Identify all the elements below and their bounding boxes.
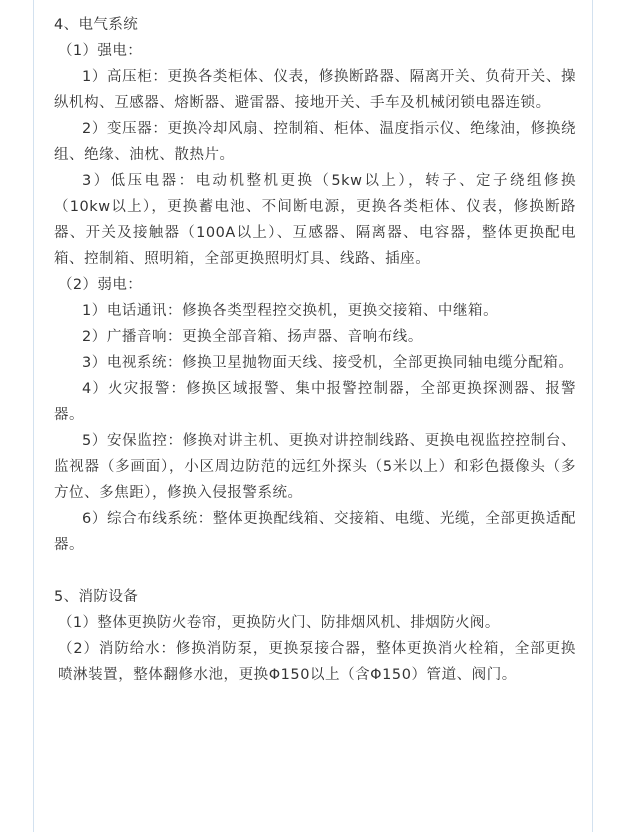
article-body — [54, 12, 576, 688]
paragraph-security-monitoring: 5）安保监控：修换对讲主机、更换对讲控制线路、更换电视监控控制台、监视器（多画面），小区周边防范的远红外探头（5米以上）和彩色摄像头（多方位、多焦距），修换入侵报警系统。 — [54, 433, 576, 501]
paragraph-broadcast: 2）广播音响：更换全部音箱、扬声器、音响布线。 — [82, 329, 423, 345]
section-title-electrical: 4、电气系统 — [54, 17, 139, 33]
paragraph-fire-alarm: 4）火灾报警：修换区域报警、集中报警控制器，全部更换探测器、报警器。 — [54, 381, 576, 423]
paragraph-tv-system: 3）电视系统：修换卫星抛物面天线、接受机，全部更换同轴电缆分配箱。 — [82, 355, 574, 371]
spacer — [54, 558, 576, 584]
section-title-fire-equipment: 5、消防设备 — [54, 589, 139, 605]
paragraph-high-voltage-cabinet: 1）高压柜：更换各类柜体、仪表，修换断路器、隔离开关、负荷开关、操纵机构、互感器、熔断器、避雷器、接地开关、手车及机械闭锁电器连锁。 — [54, 69, 576, 111]
paragraph-low-voltage-electrics: 3）低压电器：电动机整机更换（5kw以上），转子、定子绕组修换（10kw以上），更换蓄电池、不间断电源，更换各类柜体、仪表，修换断路器、开关及接触器（100A以上）、互感器、隔离器、电容器，整体更换配电箱、控制箱、照明箱，全部更换照明灯具、线路、插座。 — [54, 173, 576, 267]
paragraph-fire-water-supply: （2）消防给水：修换消防泵，更换泵接合器，整体更换消火栓箱，全部更换喷淋装置，整体翻修水池，更换Φ150以上（含Φ150）管道、阀门。 — [58, 641, 576, 683]
paragraph-cabling-system: 6）综合布线系统：整体更换配线箱、交接箱、电缆、光缆，全部更换适配器。 — [54, 511, 576, 553]
subsection-label-strong-current: （1）强电： — [58, 43, 143, 59]
paragraph-telephone: 1）电话通讯：修换各类型程控交换机，更换交接箱、中继箱。 — [82, 303, 499, 319]
subsection-label-weak-current: （2）弱电： — [58, 277, 143, 293]
paragraph-fire-shutter: （1）整体更换防火卷帘，更换防火门、防排烟风机、排烟防火阀。 — [58, 615, 500, 631]
paragraph-transformer: 2）变压器：更换冷却风扇、控制箱、柜体、温度指示仪、绝缘油，修换绕组、绝缘、油枕、散热片。 — [54, 121, 576, 163]
